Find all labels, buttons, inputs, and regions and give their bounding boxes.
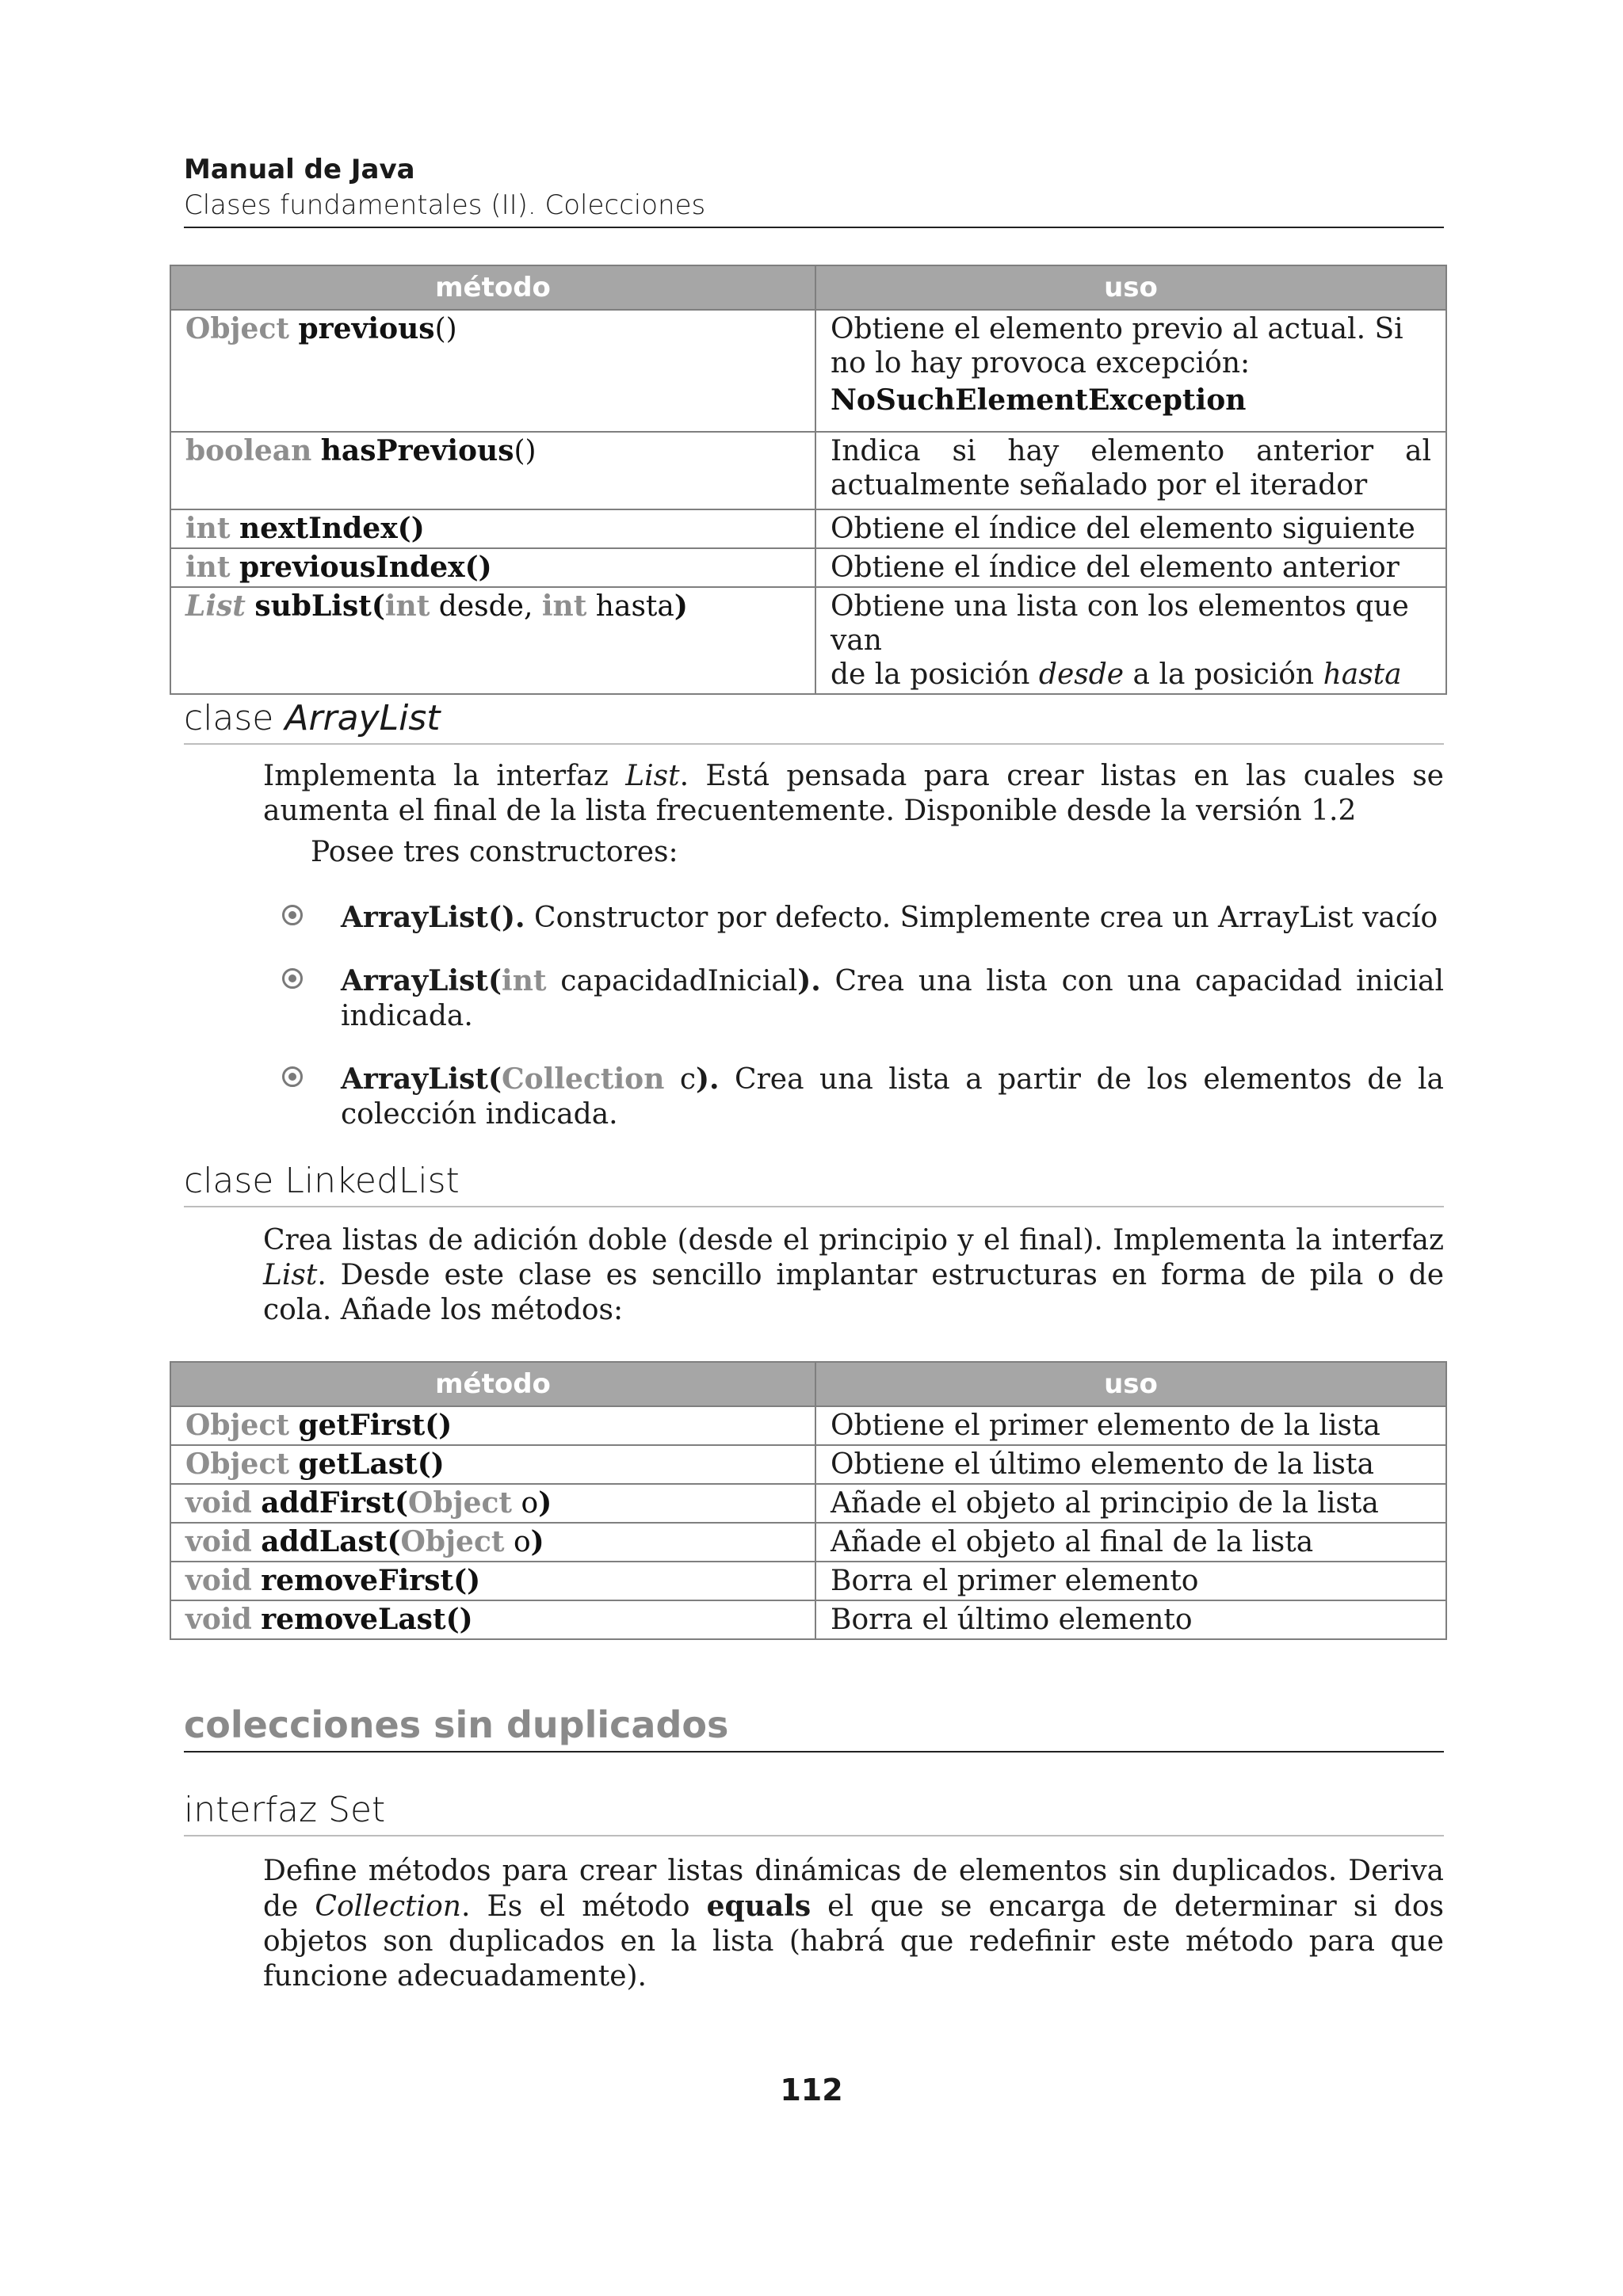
usage-cell: Añade el objeto al principio de la lista	[815, 1484, 1446, 1523]
table-row	[170, 1523, 1446, 1562]
method-close-paren: )	[530, 1525, 544, 1558]
usage-text: de la posición	[831, 658, 1039, 691]
return-type: void	[185, 1564, 252, 1597]
return-type: boolean	[185, 434, 312, 467]
param-name: desde,	[430, 590, 542, 623]
column-header-uso: uso	[815, 1362, 1446, 1406]
paragraph-text: Define métodos para crear listas dinámicas de elementos sin duplicados. Deriva de	[263, 1855, 1444, 1923]
method-cell	[170, 587, 815, 694]
set-description	[263, 1854, 1444, 1994]
usage-cell: Borra el primer elemento	[815, 1562, 1446, 1600]
return-type: void	[185, 1486, 252, 1520]
method-cell	[170, 1600, 815, 1639]
column-header-metodo: método	[170, 265, 815, 310]
method-name: removeFirst()	[261, 1564, 481, 1597]
bullet-description: Crea una lista con una capacidad inicial indicada.	[341, 965, 1444, 1032]
table-row	[170, 587, 1446, 694]
column-header-metodo: método	[170, 1362, 815, 1406]
method-cell	[170, 1562, 815, 1600]
method-cell	[170, 1445, 815, 1484]
usage-cell: Obtiene el índice del elemento siguiente	[815, 509, 1446, 548]
bullet-text	[341, 900, 1444, 936]
paragraph-text: . Está pensada para crear listas en las cuales se aumenta el final de la lista frecuentemente. Disponible desde la versión 1.2	[263, 760, 1444, 827]
method-name: addFirst(	[261, 1486, 409, 1520]
constructor-close: ).	[797, 964, 821, 997]
method-name: removeLast()	[261, 1603, 473, 1636]
param-name: o	[504, 1526, 531, 1558]
paragraph-italic: List	[263, 1259, 318, 1291]
method-cell	[170, 1523, 815, 1562]
radio-bullet-icon	[282, 1066, 303, 1087]
radio-bullet-icon	[282, 968, 303, 989]
param-type: Collection	[502, 1062, 665, 1096]
usage-cell: Obtiene el primer elemento de la lista	[815, 1406, 1446, 1445]
usage-cell: Obtiene el último elemento de la lista	[815, 1445, 1446, 1484]
table-header-row	[170, 265, 1446, 310]
bullet-text	[341, 963, 1444, 1034]
table-row	[170, 1406, 1446, 1445]
book-title: Manual de Java	[184, 154, 415, 185]
method-parens: ()	[514, 435, 537, 467]
heading-class-name: ArrayList	[285, 698, 441, 738]
method-name: hasPrevious	[320, 434, 514, 467]
method-name: getLast()	[298, 1447, 445, 1481]
bullet-description: Crea una lista a partir de los elementos de la colección indicada.	[341, 1063, 1444, 1131]
usage-cell: Añade el objeto al final de la lista	[815, 1523, 1446, 1562]
usage-text-line-1: Indica si hay elemento anterior al	[831, 435, 1431, 467]
method-cell	[170, 1484, 815, 1523]
section-heading-sin-duplicados: colecciones sin duplicados	[184, 1700, 1444, 1753]
return-type: void	[185, 1525, 252, 1558]
page-number: 112	[780, 2073, 843, 2107]
paragraph-italic: List	[625, 760, 680, 792]
usage-cell	[815, 310, 1446, 432]
return-type: List	[185, 589, 246, 623]
method-name: subList(	[254, 589, 385, 623]
constructor-name: ArrayList(	[341, 964, 502, 997]
usage-text-italic: hasta	[1323, 658, 1402, 691]
paragraph-text: . Es el método	[460, 1890, 707, 1923]
linkedlist-description	[263, 1223, 1444, 1328]
param-name: hasta	[586, 590, 674, 623]
param-type: int	[384, 589, 430, 623]
exception-name: NoSuchElementException	[831, 383, 1247, 417]
param-type: int	[502, 964, 547, 997]
method-name: previousIndex()	[239, 551, 492, 584]
paragraph-text: . Desde este clase es sencillo implantar estructuras en forma de pila o de cola. Añade los métodos:	[263, 1259, 1444, 1326]
table-row	[170, 432, 1446, 509]
usage-cell	[815, 432, 1446, 509]
param-name: o	[512, 1487, 539, 1520]
method-name: getFirst()	[298, 1409, 453, 1442]
method-cell	[170, 548, 815, 587]
constructor-name: ArrayList(	[341, 1062, 502, 1096]
param-name: capacidadInicial	[546, 965, 798, 997]
return-type: int	[185, 551, 231, 584]
return-type: Object	[185, 1409, 290, 1442]
table-row	[170, 1562, 1446, 1600]
usage-text-italic: desde	[1038, 658, 1125, 691]
usage-cell: Borra el último elemento	[815, 1600, 1446, 1639]
method-name: nextIndex()	[239, 512, 425, 545]
return-type: int	[185, 512, 231, 545]
paragraph-text: Implementa la interfaz	[263, 760, 626, 792]
usage-text: Obtiene el elemento previo al actual. Si no lo hay provoca excepción:	[831, 313, 1403, 379]
bullet-text	[341, 1062, 1444, 1132]
paragraph-text: Crea listas de adición doble (desde el principio y el final). Implementa la interfaz	[263, 1224, 1444, 1257]
section-heading-set: interfaz Set	[184, 1787, 1444, 1836]
usage-text-line-1: Obtiene una lista con los elementos que van	[831, 590, 1409, 657]
method-parens: ()	[434, 313, 457, 345]
table-row	[170, 548, 1446, 587]
param-type: Object	[400, 1525, 505, 1558]
method-close-paren: )	[538, 1486, 552, 1520]
return-type: Object	[185, 1447, 290, 1481]
method-cell	[170, 1406, 815, 1445]
section-heading-linkedlist: clase LinkedList	[184, 1158, 1444, 1207]
constructor-name: ArrayList().	[341, 901, 525, 934]
usage-cell	[815, 587, 1446, 694]
constructor-close: ).	[696, 1062, 720, 1096]
usage-cell: Obtiene el índice del elemento anterior	[815, 548, 1446, 587]
arraylist-description	[263, 759, 1444, 829]
paragraph-italic: Collection	[315, 1890, 461, 1923]
param-name: c	[664, 1063, 696, 1096]
table-row	[170, 1600, 1446, 1639]
method-cell	[170, 432, 815, 509]
usage-text-line-2	[831, 658, 1431, 692]
table-row	[170, 310, 1446, 432]
usage-text-line-2: actualmente señalado por el iterador	[831, 469, 1368, 502]
paragraph-text: el que se encarga de determinar si dos objetos son duplicados en la lista (habrá que redefinir este método para que funcione adecuadamente).	[263, 1890, 1444, 1993]
chapter-title: Clases fundamentales (II). Colecciones	[184, 189, 706, 221]
return-type: void	[185, 1603, 252, 1636]
constructors-intro: Posee tres constructores:	[311, 836, 678, 868]
method-name: addLast(	[261, 1525, 401, 1558]
table-row	[170, 1484, 1446, 1523]
method-cell	[170, 310, 815, 432]
methods-table-linkedlist	[170, 1361, 1447, 1640]
section-heading-arraylist	[184, 696, 1444, 745]
table-row	[170, 1445, 1446, 1484]
method-name: previous	[298, 312, 435, 345]
usage-text: a la posición	[1124, 658, 1323, 691]
column-header-uso: uso	[815, 265, 1446, 310]
running-header	[184, 152, 1444, 228]
param-type: Object	[408, 1486, 513, 1520]
table-header-row	[170, 1362, 1446, 1406]
table-row	[170, 509, 1446, 548]
paragraph-bold: equals	[706, 1890, 812, 1923]
return-type: Object	[185, 312, 290, 345]
radio-bullet-icon	[282, 905, 303, 925]
method-cell	[170, 509, 815, 548]
bullet-description: Constructor por defecto. Simplemente crea un ArrayList vacío	[525, 902, 1438, 934]
method-close-paren: )	[674, 589, 688, 623]
param-type: int	[541, 589, 587, 623]
heading-prefix: clase	[184, 698, 285, 738]
methods-table-listiterator	[170, 265, 1447, 695]
